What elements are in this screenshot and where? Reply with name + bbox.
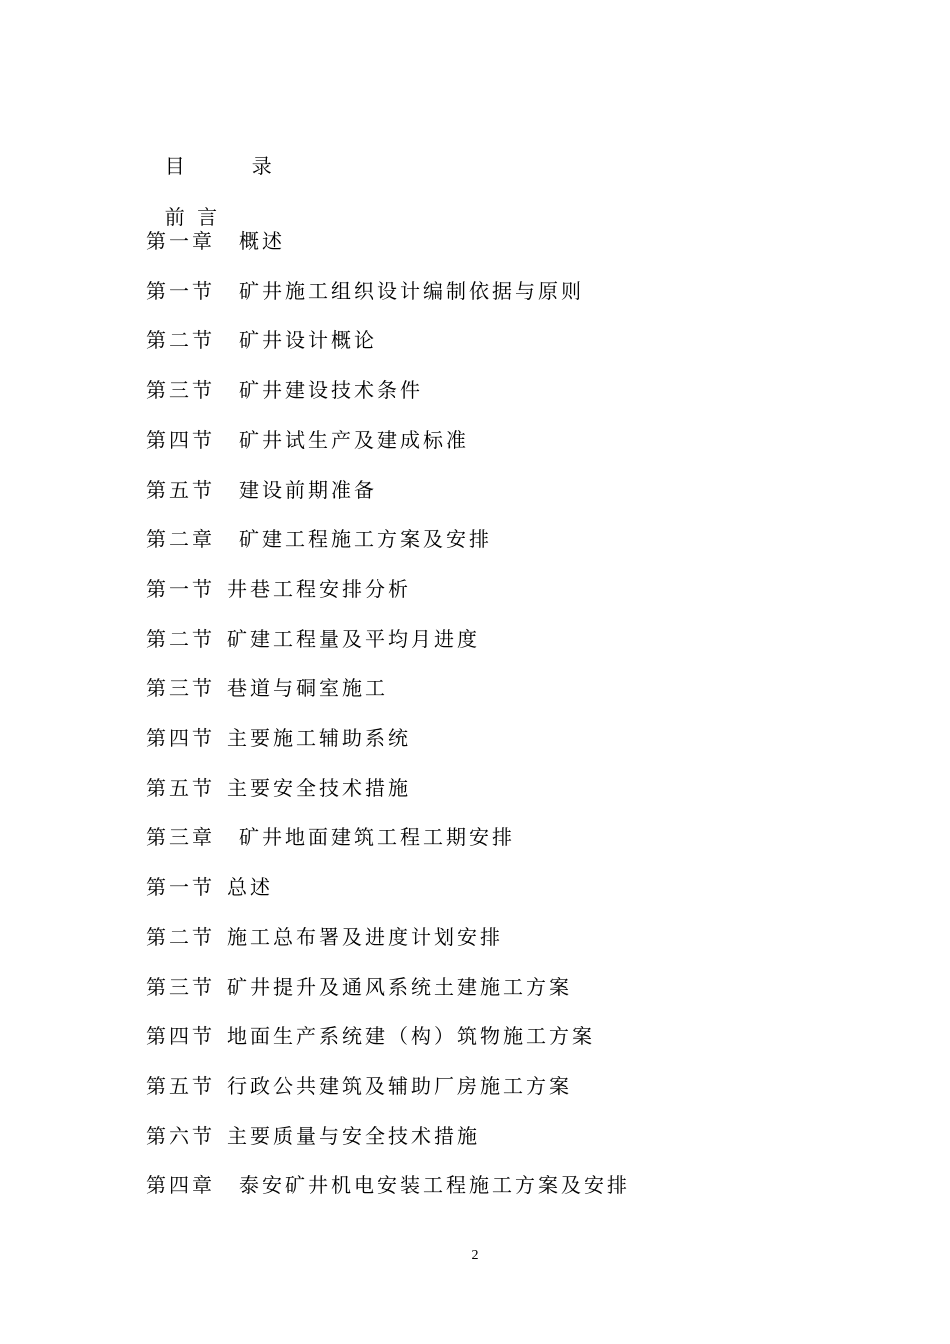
toc-entry[interactable] [146,278,584,304]
toc-entry[interactable] [146,974,572,1000]
toc-entry-title: 总述 [227,875,273,899]
toc-entry-number: 第一节 [146,279,215,303]
toc-preface [146,178,220,230]
toc-entry-number: 第二节 [146,925,215,949]
toc-entry-number: 第一章 [146,229,215,253]
toc-entry-title: 行政公共建筑及辅助厂房施工方案 [227,1074,572,1098]
toc-entry-number: 第五节 [146,478,215,502]
toc-entry-number: 第三节 [146,975,215,999]
toc-entry-number: 第六节 [146,1124,215,1148]
toc-entry-title: 主要安全技术措施 [227,776,411,800]
toc-entry[interactable] [146,675,388,701]
toc-entry-title: 施工总布署及进度计划安排 [227,925,503,949]
toc-entry-number: 第一节 [146,875,215,899]
toc-entry-number: 第二节 [146,627,215,651]
toc-entry-title: 矿井试生产及建成标准 [239,428,469,452]
toc-entry-title: 主要施工辅助系统 [227,726,411,750]
toc-entry[interactable] [146,576,411,602]
toc-entry[interactable] [146,427,469,453]
toc-entry-number: 第四节 [146,726,215,750]
toc-entry-title: 矿建工程量及平均月进度 [227,627,480,651]
toc-entry[interactable] [146,377,423,403]
toc-entry-number: 第二节 [146,328,215,352]
toc-entry[interactable] [146,477,377,503]
toc-entry-title: 主要质量与安全技术措施 [227,1124,480,1148]
toc-entry-number: 第四节 [146,428,215,452]
toc-entry[interactable] [146,924,503,950]
toc-entry[interactable] [146,1023,595,1049]
toc-entry-title: 矿井设计概论 [239,328,377,352]
toc-entry[interactable] [146,824,515,850]
toc-entry-title: 泰安矿井机电安装工程施工方案及安排 [239,1173,630,1197]
page-number: 2 [471,1248,479,1263]
toc-entry-title: 矿井提升及通风系统土建施工方案 [227,975,572,999]
toc-entry-number: 第二章 [146,527,215,551]
toc-entry-number: 第三章 [146,825,215,849]
toc-entry-number: 第三节 [146,378,215,402]
toc-entry[interactable] [146,725,411,751]
toc-entry[interactable] [146,526,492,552]
toc-entry-title: 矿井建设技术条件 [239,378,423,402]
toc-entry[interactable] [146,1073,572,1099]
toc-entry-title: 概述 [239,229,285,253]
toc-heading-right: 录 [251,154,275,178]
toc-heading-left: 目 [164,154,188,178]
toc-entry[interactable] [146,775,411,801]
toc-entry-title: 建设前期准备 [239,478,377,502]
toc-entry-title: 矿井施工组织设计编制依据与原则 [239,279,584,303]
toc-entry[interactable] [146,1172,630,1198]
toc-entry[interactable] [146,327,377,353]
toc-entry-number: 第四节 [146,1024,215,1048]
toc-entry-title: 巷道与硐室施工 [227,676,388,700]
toc-entry-title: 矿建工程施工方案及安排 [239,527,492,551]
toc-entry[interactable] [146,626,480,652]
toc-entry[interactable] [146,228,285,254]
toc-entry-title: 井巷工程安排分析 [227,577,411,601]
toc-preface-label: 前 言 [164,205,221,229]
toc-entry-number: 第三节 [146,676,215,700]
toc-entry-number: 第一节 [146,577,215,601]
toc-entry-number: 第五节 [146,1074,215,1098]
toc-entry-number: 第五节 [146,776,215,800]
toc-entry-number: 第四章 [146,1173,215,1197]
toc-heading [146,127,275,179]
toc-entry[interactable] [146,1123,480,1149]
toc-entry-title: 地面生产系统建（构）筑物施工方案 [227,1024,595,1048]
toc-entry-title: 矿井地面建筑工程工期安排 [239,825,515,849]
toc-entry[interactable] [146,874,273,900]
